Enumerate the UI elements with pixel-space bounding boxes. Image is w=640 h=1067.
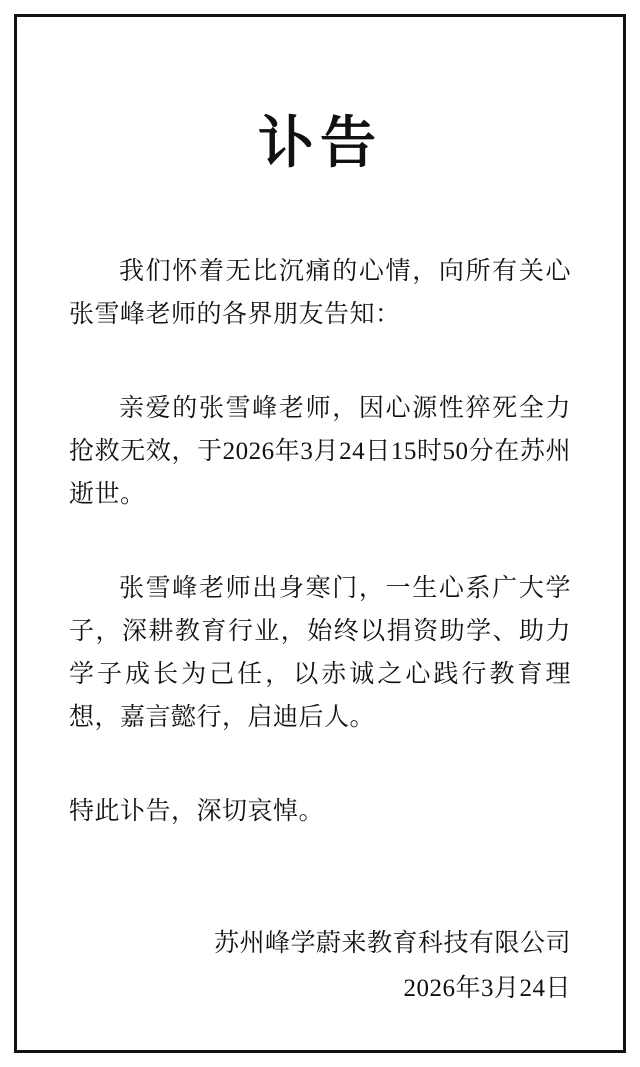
paragraph-tribute: 张雪峰老师出身寒门，一生心系广大学子，深耕教育行业，始终以捐资助学、助力学子成长为己任，以赤诚之心践行教育理想，嘉言懿行，启迪后人。 [69, 575, 571, 731]
page-title: 讣告 [258, 113, 382, 175]
paragraph-announcement: 我们怀着无比沉痛的心情，向所有关心张雪峰老师的各界朋友告知： [69, 258, 571, 328]
obituary-card [14, 14, 626, 1053]
paragraph-passing-details: 亲爱的张雪峰老师，因心源性猝死全力抢救无效，于2026年3月24日15时50分在苏州逝世。 [69, 395, 571, 508]
content-spacer [69, 859, 571, 923]
signature-block [69, 923, 571, 1010]
paragraph-condolence: 特此讣告，深切哀悼。 [69, 798, 325, 825]
signature-organization: 苏州峰学蔚来教育科技有限公司 [213, 930, 571, 957]
signature-date: 2026年3月24日 [403, 974, 571, 1002]
